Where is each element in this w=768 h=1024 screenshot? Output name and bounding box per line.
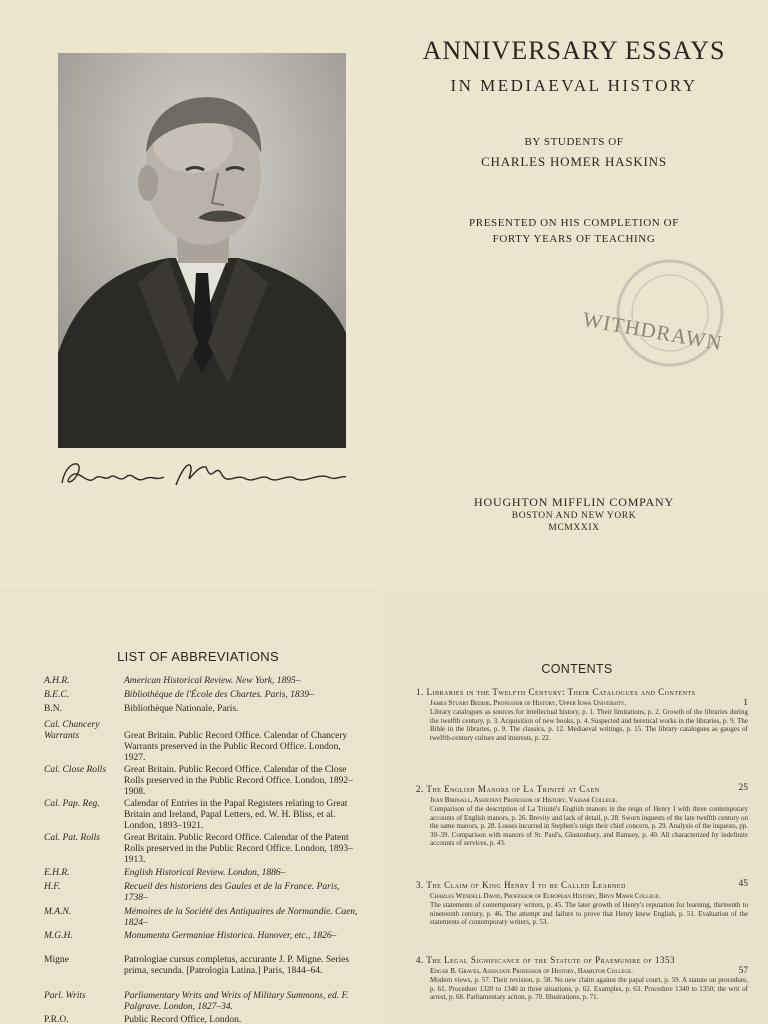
abbreviation-row: Cal. Pap. Reg. Calendar of Entries in the Papal Registers relating to Great Britain and Ireland, Papal Letters, ed. W. H. Bliss, et al. London, 1893–1921. bbox=[44, 799, 348, 831]
abbreviations-heading: LIST OF ABBREVIATIONS bbox=[117, 649, 279, 664]
by-line: BY STUDENTS OF bbox=[524, 136, 624, 148]
contents-entry bbox=[416, 954, 748, 1002]
entry-page: 57 bbox=[738, 966, 748, 976]
abbreviation-row: M.G.H. Monumenta Germaniae Historica. Hanover, etc., 1826– bbox=[44, 931, 337, 941]
entry-title: 3. The Claim of King Henry I to be Called Learned bbox=[416, 880, 626, 890]
abbreviation-row: B.E.C. Bibliothèque de l'École des Chartes. Paris, 1839– bbox=[44, 690, 314, 700]
stamp-text: WITHDRAWN bbox=[580, 307, 725, 356]
entry-title: 4. The Legal Significance of the Statute of Praemunire of 1353 bbox=[416, 955, 675, 965]
book-subtitle: IN MEDIAEVAL HISTORY bbox=[450, 76, 698, 95]
abbreviations-page bbox=[0, 592, 382, 1024]
contents-entry bbox=[416, 879, 748, 927]
book-title: ANNIVERSARY ESSAYS bbox=[422, 36, 726, 65]
honoree-name: CHARLES HOMER HASKINS bbox=[481, 154, 667, 169]
entry-summary: The statements of contemporary writers, p. 45. The later growth of Henry's reputation for learning, thirteenth to nineteenth century, p. 46. The attempt and failure to prove that Henry knew English, p. 51. Evaluation of the statements of contemporary writers, p. 53. bbox=[430, 901, 748, 927]
signature-icon bbox=[56, 455, 351, 495]
entry-summary: Comparison of the description of La Trinité's English manors in the reign of Henry I with three contemporary accounts of English manors, p. 26. Brevity and lack of detail, p. 28. Sworn inquests of the late twelfth century on the same manors, p. 28. Losses incurred in Stephen's reign their chief concern, p. 29. Analysis of the inquests, pp. 30–39. Comparison with manors of St. Paul's, Glastonbury, and Ramsey, p. 40. All characterized by indefinite accounts of services, p. 43. bbox=[430, 805, 748, 848]
publisher-place: BOSTON AND NEW YORK bbox=[511, 511, 637, 521]
entry-author: Edgar B. Graves, Associate Professor of History, Hamilton College. bbox=[430, 967, 633, 975]
entry-author: Jean Birdsall, Assistant Professor of History, Vassar College. bbox=[430, 796, 618, 804]
abbreviation-row: Cal. Chancery Warrants Great Britain. Public Record Office. Calendar of Chancery Warrants preserved in the Public Record Office. London, 1927. bbox=[44, 720, 348, 763]
abbreviation-row: Parl. Writs Parliamentary Writs and Writs of Military Summons, ed. F. Palgrave. London, 1827–34. bbox=[44, 991, 349, 1012]
portrait-icon bbox=[58, 53, 346, 448]
entry-title: 2. The English Manors of La Trinité at Caen bbox=[416, 784, 600, 794]
contents-heading: CONTENTS bbox=[541, 662, 613, 676]
entry-page: 45 bbox=[738, 879, 748, 889]
abbreviation-row: B.N. Bibliothèque Nationale, Paris. bbox=[44, 704, 239, 714]
entry-summary: Modern views, p. 57. Their revision, p. 58. No new claim against the papal court, p. 59. A statute on procedure, p. 61. Procedure 1320 to 1340 in three situations, p. 62. Examples, p. 63. Procedure 1340 to 1350; the writ of arrest, p. 68. Parliamentary action, p. 70. Illustrations, p. 71. bbox=[430, 976, 748, 1002]
presented-line-1: PRESENTED ON HIS COMPLETION OF bbox=[469, 217, 679, 229]
withdrawn-stamp bbox=[580, 255, 768, 375]
title-page bbox=[380, 0, 768, 588]
entry-summary: Library catalogues as sources for intellectual history, p. 1. Their limitations, p. 2. Growth of the libraries during the twelfth century, p. 3. Acquisition of new books, p. 4. Suspected and heretical works in the libraries, p. 9. The Bible in the libraries, p. 9. The classics, p. 12. Mediaeval writings, p. 15. The library catalogues as gauges of twelfth-century culture and interests, p. 22. bbox=[430, 708, 748, 742]
frontispiece-page bbox=[0, 0, 376, 588]
abbreviation-row: Cal. Pat. Rolls Great Britain. Public Record Office. Calendar of the Patent Rolls preserved in the Public Record Office. London, 1893–1913. bbox=[44, 833, 353, 865]
presented-line-2: FORTY YEARS OF TEACHING bbox=[492, 233, 656, 245]
abbreviation-row: A.H.R. American Historical Review. New York, 1895– bbox=[44, 676, 301, 686]
contents-entry bbox=[416, 783, 748, 848]
contents-entry bbox=[416, 686, 748, 742]
contents-page bbox=[386, 592, 768, 1024]
entry-title: 1. Libraries in the Twelfth Century: Their Catalogues and Contents bbox=[416, 687, 696, 697]
portrait-photograph bbox=[58, 53, 346, 448]
abbreviation-row: Migne Patrologiae cursus completus, accurante J. P. Migne. Series prima, secunda. [Patrologia Latina.] Paris, 1844–64. bbox=[44, 955, 350, 976]
publication-year: MCMXXIX bbox=[548, 523, 600, 533]
abbreviation-row: M.A.N. Mémoires de la Société des Antiquaires de Normandie. Caen, 1824– bbox=[44, 907, 358, 928]
entry-page: 25 bbox=[738, 783, 748, 793]
abbreviation-row: Cal. Close Rolls Great Britain. Public Record Office. Calendar of the Close Rolls preserved in the Public Record Office. London, 1892–1908. bbox=[44, 765, 353, 797]
entry-author: Charles Wendell David, Professor of European History, Bryn Mawr College. bbox=[430, 892, 661, 900]
publisher: HOUGHTON MIFFLIN COMPANY bbox=[474, 495, 674, 509]
abbreviation-row: P.R.O. Public Record Office, London. bbox=[44, 1015, 242, 1024]
abbreviation-row: H.F. Recueil des historiens des Gaules et de la France. Paris, 1738– bbox=[44, 882, 340, 903]
entry-author: James Stuart Beddie, Professor of History, Upper Iowa University. bbox=[430, 699, 627, 707]
abbreviation-row: E.H.R. English Historical Review. London, 1886– bbox=[44, 868, 286, 878]
entry-page: 1 bbox=[743, 698, 748, 708]
